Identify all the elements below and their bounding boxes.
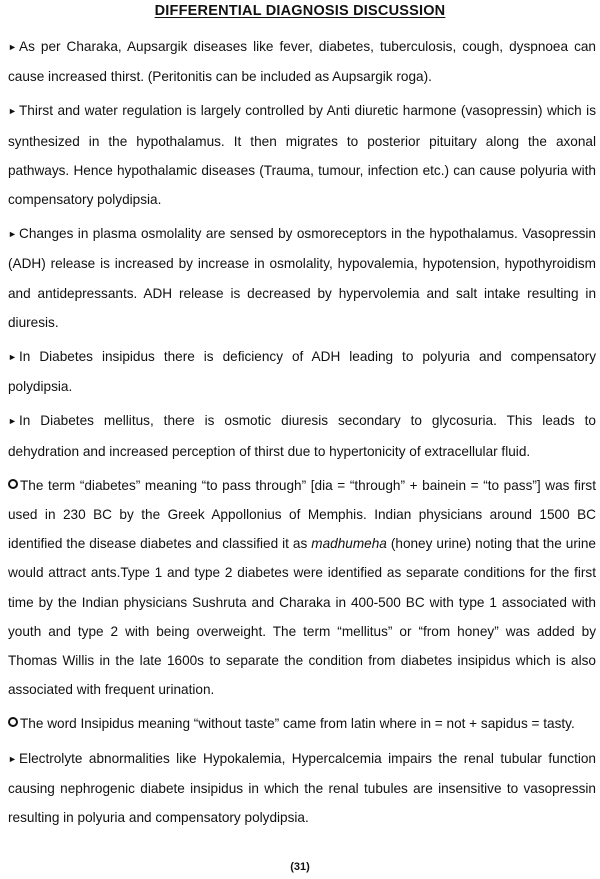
paragraph-electrolyte: ► Electrolyte abnormalities like Hypokalemia, Hypercalcemia impairs the renal tubular function causing nephrogenic diabete insipidus in which the renal tubules are insensitive to vasopressin resulting in polyuria and compensatory polydipsia.: [8, 744, 596, 833]
triangle-bullet-icon: ►: [8, 42, 17, 52]
paragraph-diabetes-history: The term “diabetes” meaning “to pass through” [dia = “through” + bainein = “to pass”] was first used in 230 BC by the Greek Appollonius of Memphis. Indian physicians around 1500 BC identified the disease diabetes and classified it as madhumeha (honey urine) noting that the urine would attract ants.Type 1 and type 2 diabetes were identified as separate conditions for the first time by the Indian physicians Sushruta and Charaka in 400-500 BC with type 1 associated with youth and type 2 with being overweight. The term “mellitus” or “from honey” was added by Thomas Willis in the late 1600s to separate the condition from diabetes insipidus which is also associated with frequent urination.: [8, 477, 596, 698]
paragraph-thirst-regulation: ► Thirst and water regulation is largely controlled by Anti diuretic harmone (vasopressin) which is synthesized in the hypothalamus. It then migrates to posterior pituitary along the axonal pathways. Hence hypothalamic diseases (Trauma, tumour, infection etc.) can cause polyuria with compensatory polydipsia.: [8, 96, 596, 214]
triangle-bullet-icon: ►: [8, 229, 17, 240]
paragraph-diabetes-mellitus: ► In Diabetes mellitus, there is osmotic diuresis secondary to glycosuria. This leads to dehydration and increased perception of thirst due to hypertonicity of extracellular fluid.: [8, 406, 596, 465]
triangle-bullet-icon: ►: [8, 416, 17, 427]
paragraph-diabetes-insipidus: ► In Diabetes insipidus there is deficiency of ADH leading to polyuria and compensatory polydipsia.: [8, 342, 596, 401]
triangle-bullet-icon: ►: [8, 352, 17, 363]
page-title: DIFFERENTIAL DIAGNOSIS DISCUSSION: [154, 3, 446, 19]
triangle-bullet-icon: ►: [8, 753, 17, 764]
body-content: [8, 32, 596, 837]
triangle-bullet-icon: ►: [8, 106, 17, 117]
paragraph-osmolality: ► Changes in plasma osmolality are sensed by osmoreceptors in the hypothalamus. Vasopressin (ADH) release is increased by increase in osmolality, hypovalemia, hypotension, hypothyroidism and antidepressants. ADH release is decreased by hypervolemia and salt intake resulting in diuresis.: [8, 219, 596, 337]
page-number: (31): [290, 861, 310, 873]
paragraph-aupsargik: ► As per Charaka, Aupsargik diseases like fever, diabetes, tuberculosis, cough, dyspnoea can cause increased thirst. (Peritonitis can be included as Aupsargik roga).: [8, 32, 596, 91]
circle-bullet-icon: [8, 479, 18, 489]
italic-term: madhumeha: [311, 536, 387, 552]
circle-bullet-icon: [8, 717, 18, 727]
paragraph-insipidus-etymology: The word Insipidus meaning “without taste” came from latin where in = not + sapidus = tasty.: [8, 709, 596, 738]
